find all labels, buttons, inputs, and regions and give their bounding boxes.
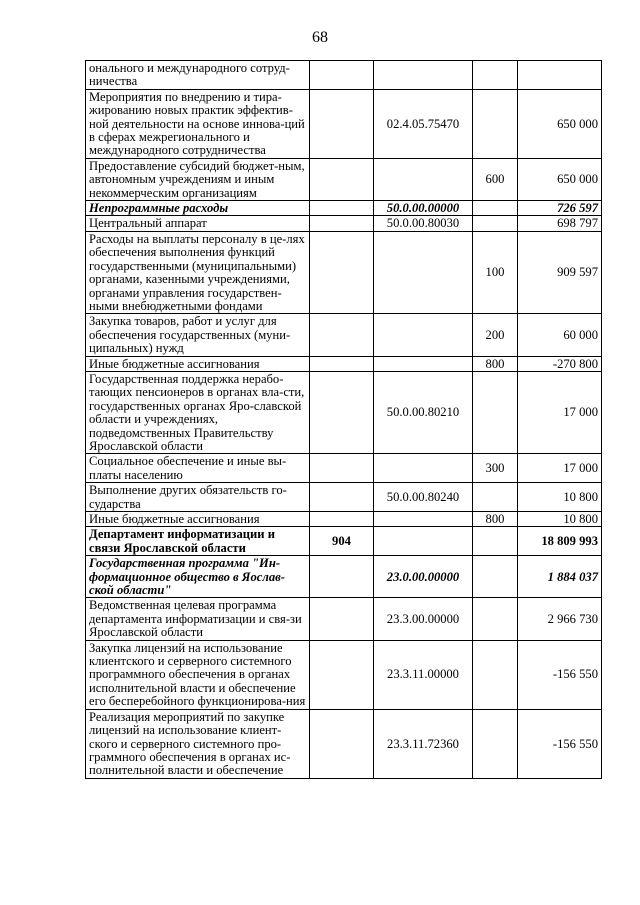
row-name-cell: Расходы на выплаты персоналу в це-лях обеспечения выполнения функций государственными (муниципальными) органами, казенными учреждениями, органами управления государствен-ными внебюджетными фондами	[86, 231, 310, 313]
row-target-article-cell: 23.0.00.00000	[374, 556, 473, 598]
table-row	[86, 371, 602, 453]
row-name-cell: Выполнение других обязательств го-сударства	[86, 483, 310, 512]
row-expense-type-cell	[473, 556, 518, 598]
row-amount-cell: 17 000	[518, 371, 602, 453]
row-expense-type-cell	[473, 598, 518, 640]
table-row	[86, 356, 602, 371]
row-expense-type-cell	[473, 89, 518, 158]
row-amount-cell: -156 550	[518, 640, 602, 709]
row-target-article-cell	[374, 454, 473, 483]
row-dept-code-cell	[310, 709, 374, 778]
table-row	[86, 640, 602, 709]
row-expense-type-cell	[473, 640, 518, 709]
row-dept-code-cell	[310, 89, 374, 158]
row-name-cell: онального и международного сотруд-ничества	[86, 61, 310, 90]
table-row	[86, 158, 602, 200]
row-dept-code-cell	[310, 556, 374, 598]
row-target-article-cell: 02.4.05.75470	[374, 89, 473, 158]
row-dept-code-cell	[310, 512, 374, 527]
row-expense-type-cell: 300	[473, 454, 518, 483]
row-amount-cell: 698 797	[518, 216, 602, 231]
table-row	[86, 201, 602, 216]
row-expense-type-cell	[473, 527, 518, 556]
row-name-cell: Департамент информатизации и связи Ярославской области	[86, 527, 310, 556]
row-target-article-cell: 50.0.00.00000	[374, 201, 473, 216]
row-amount-cell: 17 000	[518, 454, 602, 483]
table-row	[86, 527, 602, 556]
table-row	[86, 231, 602, 313]
row-name-cell: Предоставление субсидий бюджет-ным, автономным учреждениям и иным некоммерческим организациям	[86, 158, 310, 200]
budget-table	[85, 60, 602, 779]
row-amount-cell: 18 809 993	[518, 527, 602, 556]
row-name-cell: Государственная программа "Ин-формационное общество в Яослав-ской области"	[86, 556, 310, 598]
row-dept-code-cell	[310, 216, 374, 231]
row-name-cell: Закупка товаров, работ и услуг для обеспечения государственных (муни-ципальных) нужд	[86, 314, 310, 356]
row-expense-type-cell: 800	[473, 512, 518, 527]
row-target-article-cell: 23.3.00.00000	[374, 598, 473, 640]
row-expense-type-cell	[473, 61, 518, 90]
row-amount-cell: 1 884 037	[518, 556, 602, 598]
row-amount-cell: 10 800	[518, 483, 602, 512]
row-dept-code-cell	[310, 483, 374, 512]
row-dept-code-cell	[310, 598, 374, 640]
row-amount-cell: -156 550	[518, 709, 602, 778]
row-target-article-cell	[374, 231, 473, 313]
row-dept-code-cell	[310, 640, 374, 709]
row-expense-type-cell	[473, 216, 518, 231]
row-amount-cell: -270 800	[518, 356, 602, 371]
table-row	[86, 556, 602, 598]
row-name-cell: Непрограммные расходы	[86, 201, 310, 216]
table-row	[86, 512, 602, 527]
row-dept-code-cell: 904	[310, 527, 374, 556]
row-expense-type-cell	[473, 483, 518, 512]
row-name-cell: Реализация мероприятий по закупке лицензий на использование клиент-ского и серверного системного про-граммного обеспечения в органах ис-полнительной власти и обеспечение	[86, 709, 310, 778]
row-amount-cell: 60 000	[518, 314, 602, 356]
row-target-article-cell: 50.0.00.80030	[374, 216, 473, 231]
row-target-article-cell	[374, 158, 473, 200]
row-target-article-cell	[374, 512, 473, 527]
row-amount-cell: 650 000	[518, 89, 602, 158]
row-dept-code-cell	[310, 454, 374, 483]
row-target-article-cell: 23.3.11.72360	[374, 709, 473, 778]
table-row	[86, 314, 602, 356]
table-row	[86, 216, 602, 231]
row-dept-code-cell	[310, 371, 374, 453]
row-name-cell: Ведомственная целевая программа департамента информатизации и свя-зи Ярославской области	[86, 598, 310, 640]
row-target-article-cell	[374, 61, 473, 90]
row-name-cell: Закупка лицензий на использование клиентского и серверного системного программного обеспечения в органах исполнительной власти и обеспечение его бесперебойного функционирова-ния	[86, 640, 310, 709]
table-row	[86, 709, 602, 778]
row-target-article-cell	[374, 527, 473, 556]
table-row	[86, 89, 602, 158]
row-amount-cell: 650 000	[518, 158, 602, 200]
table-row	[86, 61, 602, 90]
row-name-cell: Мероприятия по внедрению и тира-жированию новых практик эффектив-ной деятельности на основе иннова-ций в сферах межрегионального и международного сотрудничества	[86, 89, 310, 158]
row-expense-type-cell: 100	[473, 231, 518, 313]
row-expense-type-cell	[473, 371, 518, 453]
row-expense-type-cell: 600	[473, 158, 518, 200]
row-name-cell: Иные бюджетные ассигнования	[86, 512, 310, 527]
budget-table-body	[86, 61, 602, 779]
row-expense-type-cell: 200	[473, 314, 518, 356]
row-name-cell: Центральный аппарат	[86, 216, 310, 231]
row-target-article-cell	[374, 356, 473, 371]
row-amount-cell: 10 800	[518, 512, 602, 527]
row-amount-cell: 909 597	[518, 231, 602, 313]
table-row	[86, 483, 602, 512]
row-dept-code-cell	[310, 356, 374, 371]
row-dept-code-cell	[310, 314, 374, 356]
row-amount-cell: 726 597	[518, 201, 602, 216]
row-expense-type-cell	[473, 201, 518, 216]
row-dept-code-cell	[310, 158, 374, 200]
row-dept-code-cell	[310, 231, 374, 313]
row-target-article-cell: 23.3.11.00000	[374, 640, 473, 709]
row-dept-code-cell	[310, 201, 374, 216]
row-expense-type-cell	[473, 709, 518, 778]
row-target-article-cell	[374, 314, 473, 356]
table-row	[86, 598, 602, 640]
page-number: 68	[312, 29, 328, 46]
row-target-article-cell: 50.0.00.80210	[374, 371, 473, 453]
row-dept-code-cell	[310, 61, 374, 90]
row-target-article-cell: 50.0.00.80240	[374, 483, 473, 512]
row-amount-cell: 2 966 730	[518, 598, 602, 640]
table-row	[86, 454, 602, 483]
row-name-cell: Социальное обеспечение и иные вы-платы населению	[86, 454, 310, 483]
row-name-cell: Государственная поддержка нерабо-тающих пенсионеров в органах вла-сти, государственных органах Яро-славской области и учреждениях, подведомственных Правительству Ярославской области	[86, 371, 310, 453]
row-amount-cell	[518, 61, 602, 90]
row-expense-type-cell: 800	[473, 356, 518, 371]
row-name-cell: Иные бюджетные ассигнования	[86, 356, 310, 371]
